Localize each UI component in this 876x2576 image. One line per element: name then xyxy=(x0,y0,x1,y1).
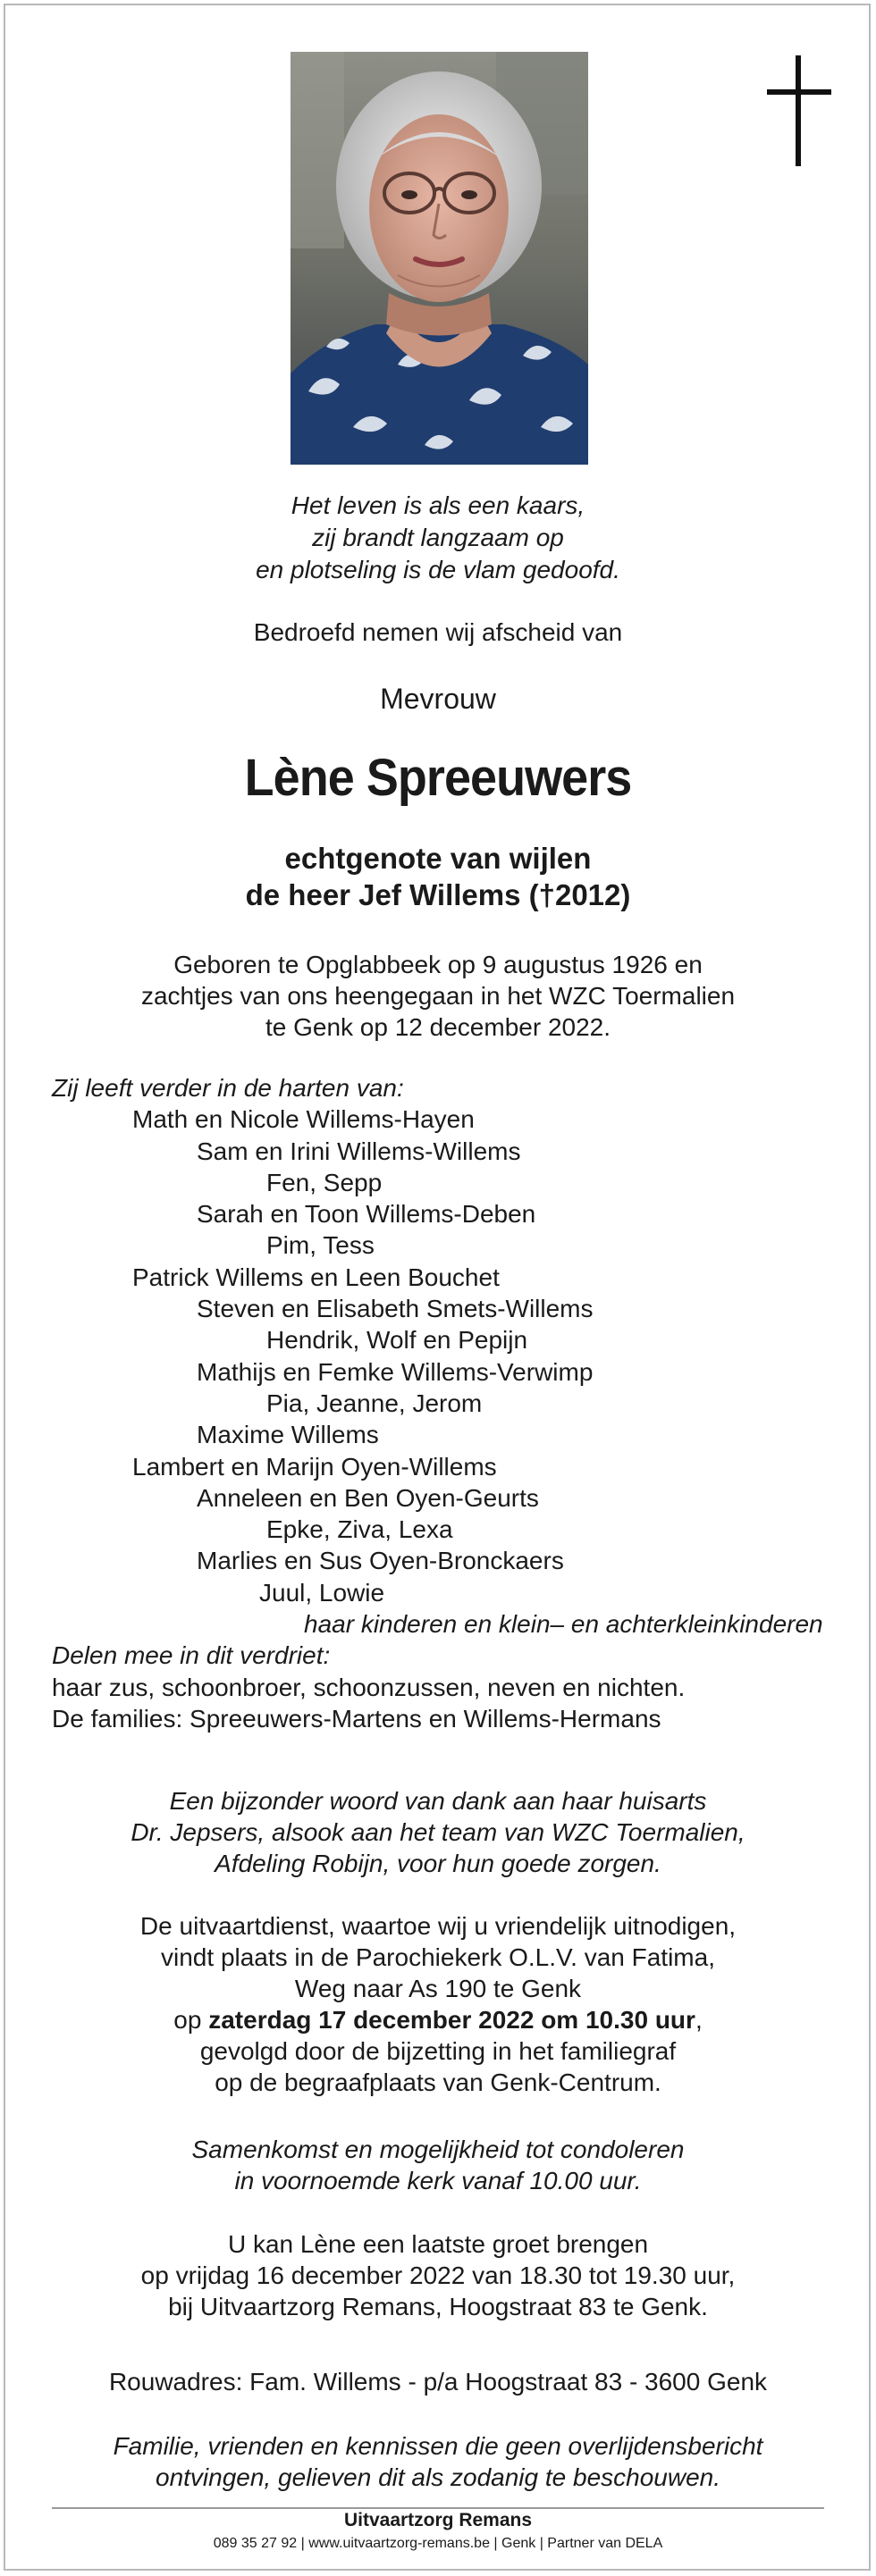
poem xyxy=(0,490,876,586)
born-line: Geboren te Opglabbeek op 9 augustus 1926 en xyxy=(173,951,703,978)
service-line: vindt plaats in de Parochiekerk O.L.V. van Fatima, xyxy=(161,1943,715,1971)
family-row: Patrick Willems en Leen Bouchet xyxy=(132,1263,500,1291)
intro-text: Bedroefd nemen wij afscheid van xyxy=(253,618,623,646)
descendants-line: haar kinderen en klein– en achterkleinkinderen xyxy=(304,1610,823,1639)
family-row: Mathijs en Femke Willems-Verwimp xyxy=(197,1357,594,1386)
poem-line: Het leven is als een kaars, xyxy=(291,491,585,519)
service-line: gevolgd door de bijzetting in het familiegraf xyxy=(199,2037,677,2065)
spouse-line: de heer Jef Willems (†2012) xyxy=(245,878,631,911)
family-row: Juul, Lowie xyxy=(259,1578,385,1607)
visit-line: U kan Lène een laatste groet brengen xyxy=(227,2230,649,2258)
notice-note xyxy=(0,2430,876,2493)
share-heading: Delen mee in dit verdriet: xyxy=(52,1641,331,1670)
spouse-info xyxy=(0,840,876,913)
family-row: Anneleen en Ben Oyen-Geurts xyxy=(197,1483,539,1512)
footer-details: 089 35 27 92 | www.uitvaartzorg-remans.be | Genk | Partner van DELA xyxy=(213,2536,663,2551)
share-line: haar zus, schoonbroer, schoonzussen, neven en nichten. xyxy=(52,1673,686,1701)
note-line: ontvingen, gelieven dit als zodanig te beschouwen. xyxy=(156,2463,720,2491)
family-row: Marlies en Sus Oyen-Bronckaers xyxy=(197,1547,564,1575)
service-date-suffix: , xyxy=(695,2006,703,2034)
deceased-name: Lène Spreeuwers xyxy=(244,749,632,807)
footer-company: Uitvaartzorg Remans xyxy=(343,2510,533,2530)
family-row: Epke, Ziva, Lexa xyxy=(266,1515,453,1544)
service-date-line xyxy=(0,2004,876,2035)
family-row: Sam en Irini Willems-Willems xyxy=(197,1137,521,1165)
gathering-line: Samenkomst en mogelijkheid tot condoleren xyxy=(191,2135,685,2163)
birth-death-info xyxy=(0,949,876,1043)
service-line: De uitvaartdienst, waartoe wij u vriendelijk uitnodigen, xyxy=(139,1912,737,1940)
born-line: te Genk op 12 december 2022. xyxy=(265,1013,611,1041)
family-row: Math en Nicole Willems-Hayen xyxy=(132,1105,475,1134)
poem-line: en plotseling is de vlam gedoofd. xyxy=(256,556,620,583)
family-row: Fen, Sepp xyxy=(266,1168,383,1196)
spouse-line: echtgenote van wijlen xyxy=(284,842,592,875)
gathering-line: in voornoemde kerk vanaf 10.00 uur. xyxy=(234,2167,642,2194)
family-list xyxy=(52,1072,856,1734)
visit-line: op vrijdag 16 december 2022 van 18.30 tot 19.30 uur, xyxy=(140,2261,736,2289)
thanks-line: Een bijzonder woord van dank aan haar huisarts xyxy=(169,1787,707,1815)
family-row: Maxime Willems xyxy=(197,1421,379,1449)
service-date: zaterdag 17 december 2022 om 10.30 uur xyxy=(208,2006,695,2034)
thanks-line: Dr. Jepsers, alsook aan het team van WZC Toermalien, xyxy=(131,1818,745,1846)
gathering-info xyxy=(0,2134,876,2196)
family-row: Sarah en Toon Willems-Deben xyxy=(197,1200,536,1229)
salutation: Mevrouw xyxy=(380,683,496,715)
family-row: Lambert en Marijn Oyen-Willems xyxy=(132,1452,497,1481)
share-line: De families: Spreeuwers-Martens en Willems-Hermans xyxy=(52,1704,661,1733)
thanks-text xyxy=(0,1785,876,1879)
family-heading: Zij leeft verder in de harten van: xyxy=(52,1074,404,1102)
visit-line: bij Uitvaartzorg Remans, Hoogstraat 83 te Genk. xyxy=(168,2293,708,2320)
family-row: Steven en Elisabeth Smets-Willems xyxy=(197,1295,594,1323)
service-line: Weg naar As 190 te Genk xyxy=(294,1975,582,2002)
portrait-photo xyxy=(291,52,588,465)
thanks-line: Afdeling Robijn, voor hun goede zorgen. xyxy=(215,1850,661,1877)
service-line: op de begraafplaats van Genk-Centrum. xyxy=(215,2068,661,2096)
mourning-address: Rouwadres: Fam. Willems - p/a Hoogstraat 83 - 3600 Genk xyxy=(108,2368,768,2396)
service-info xyxy=(0,1910,876,2098)
born-line: zachtjes van ons heengegaan in het WZC Toermalien xyxy=(140,982,736,1010)
visit-info xyxy=(0,2228,876,2322)
family-row: Hendrik, Wolf en Pepijn xyxy=(266,1326,528,1355)
family-row: Pim, Tess xyxy=(266,1231,375,1260)
cross-icon xyxy=(767,55,831,166)
note-line: Familie, vrienden en kennissen die geen overlijdensbericht xyxy=(113,2432,763,2460)
service-date-prefix: op xyxy=(173,2006,202,2034)
poem-line: zij brandt langzaam op xyxy=(312,524,564,551)
family-row: Pia, Jeanne, Jerom xyxy=(266,1389,483,1417)
